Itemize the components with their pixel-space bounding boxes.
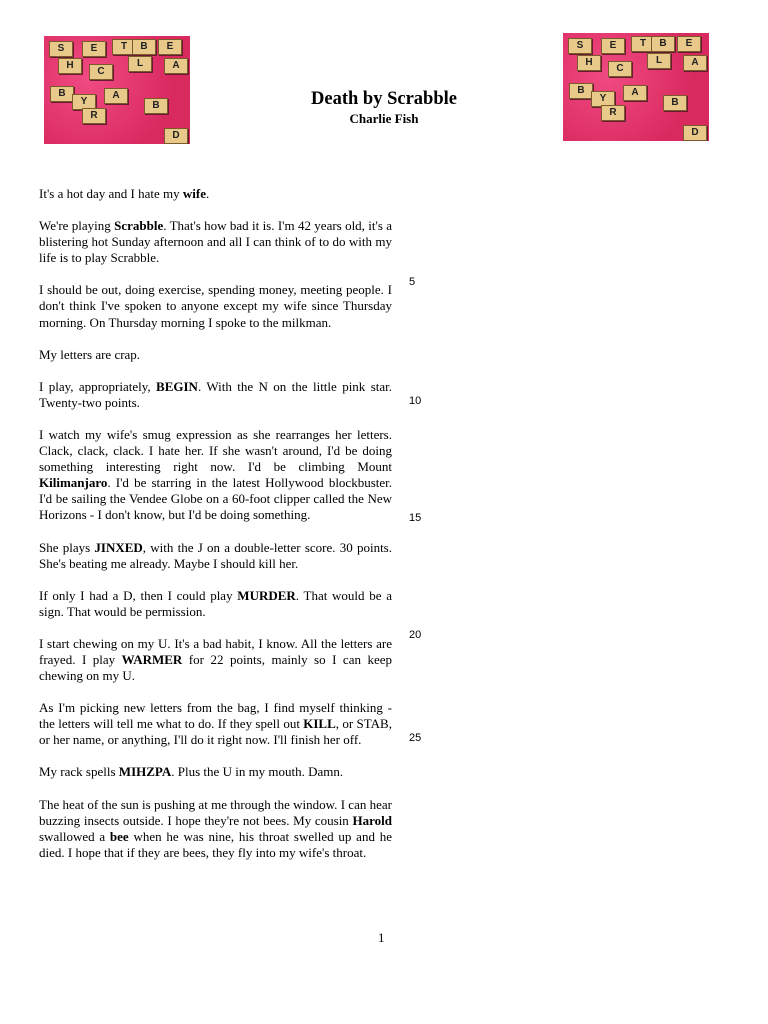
text-run: I play, appropriately, bbox=[39, 378, 157, 394]
scrabble-tile: H bbox=[577, 55, 601, 71]
story-title: Death by Scrabble bbox=[311, 89, 457, 109]
scrabble-tile: S bbox=[49, 41, 73, 57]
text-run: . I'd be starring in the latest Hollywood blockbuster. I'd be sailing the Vendee Globe on a 60-foot clipper called the New Horizons - I don't know, but I'd be doing something. bbox=[39, 475, 392, 523]
scrabble-tile: D bbox=[683, 125, 707, 141]
bold-word: bee bbox=[109, 828, 129, 844]
scrabble-tile: D bbox=[164, 128, 188, 144]
bold-word: JINXED bbox=[94, 539, 143, 555]
text-run: If only I had a D, then I could play bbox=[39, 587, 238, 603]
text-run: . bbox=[205, 186, 210, 201]
text-run: My letters are crap. bbox=[39, 346, 141, 362]
story-paragraph bbox=[39, 427, 392, 524]
story-author: Charlie Fish bbox=[349, 111, 419, 126]
scrabble-tile: Y bbox=[72, 94, 96, 110]
text-run: . With the N on the little pink star. Twenty-two points. bbox=[39, 378, 393, 410]
story-paragraph bbox=[39, 636, 392, 684]
scrabble-tile: S bbox=[568, 38, 592, 54]
scrabble-tile: R bbox=[601, 105, 625, 121]
scrabble-tile: B bbox=[50, 86, 74, 102]
bold-word: Harold bbox=[352, 812, 392, 828]
scrabble-tile: E bbox=[82, 41, 106, 57]
text-run: . That would be a sign. That would be permission. bbox=[39, 587, 392, 619]
story-paragraph bbox=[39, 764, 392, 780]
line-number-25: 25 bbox=[409, 732, 422, 744]
text-run: I start chewing on my U. It's a bad habit, I know. All the letters are frayed. I play bbox=[39, 635, 392, 667]
text-run: My rack spells bbox=[39, 764, 119, 780]
page-number: 1 bbox=[378, 930, 385, 945]
scrabble-tile: E bbox=[601, 38, 625, 54]
scrabble-tile: B bbox=[144, 98, 168, 114]
story-body bbox=[39, 186, 392, 877]
text-run: . That's how bad it is. I'm 42 years old, it's a blistering hot Sunday afternoon and all I can think of to do with my life is to play Scrabble. bbox=[39, 218, 393, 266]
scrabble-tile: C bbox=[608, 61, 632, 77]
scrabble-tile: B bbox=[569, 83, 593, 99]
line-number-10: 10 bbox=[409, 395, 422, 407]
text-run: I watch my wife's smug expression as she rearranges her letters. Clack, clack, clack. I hate her. If she wasn't around, I'd be doing something interesting right now. I'd be climbing Mount bbox=[39, 426, 392, 475]
story-paragraph bbox=[39, 700, 392, 748]
text-run: I should be out, doing exercise, spending money, meeting people. I don't think I've spoken to anyone except my wife since Thursday morning. On Thursday morning I spoke to the milkman. bbox=[39, 282, 392, 330]
bold-word: Scrabble bbox=[114, 218, 164, 234]
story-paragraph bbox=[39, 797, 392, 861]
text-run: swallowed a bbox=[39, 828, 110, 844]
scrabble-tile: L bbox=[128, 56, 152, 72]
scrabble-tile: H bbox=[58, 58, 82, 74]
story-paragraph bbox=[39, 218, 392, 266]
story-paragraph bbox=[39, 540, 392, 572]
line-number-20: 20 bbox=[409, 629, 422, 641]
text-run: We're playing bbox=[39, 218, 115, 234]
scrabble-tile: E bbox=[158, 39, 182, 55]
story-paragraph bbox=[39, 347, 392, 363]
text-run: , or STAB, or her name, or anything, I'll do it right now. I'll finish her off. bbox=[39, 716, 392, 748]
bold-word: WARMER bbox=[121, 651, 183, 667]
scrabble-tile: A bbox=[683, 55, 707, 71]
scrabble-tile: A bbox=[164, 58, 188, 74]
scrabble-tile: Y bbox=[591, 91, 615, 107]
scrabble-tile: E bbox=[677, 36, 701, 52]
bold-word: MIHZPA bbox=[118, 764, 172, 780]
bold-word: MURDER bbox=[237, 587, 296, 603]
scrabble-tile: L bbox=[647, 53, 671, 69]
text-run: . Plus the U in my mouth. Damn. bbox=[171, 764, 344, 780]
text-run: when he was nine, his throat swelled up and he died. I hope that if they are bees, they fly into my wife's throat. bbox=[39, 828, 392, 860]
scrabble-tile: B bbox=[132, 39, 156, 55]
text-run: The heat of the sun is pushing at me through the window. I can hear buzzing insects outside. I hope they're not bees. My cousin bbox=[39, 796, 392, 828]
scrabble-tile: B bbox=[663, 95, 687, 111]
bold-word: Kilimanjaro bbox=[39, 475, 108, 491]
scrabble-tile: T bbox=[112, 39, 136, 55]
line-number-15: 15 bbox=[409, 512, 422, 524]
text-run: , with the J on a double-letter score. 30 points. She's beating me already. Maybe I should kill her. bbox=[39, 539, 392, 571]
story-paragraph bbox=[39, 588, 392, 620]
story-paragraph bbox=[39, 379, 392, 411]
scrabble-tile: B bbox=[651, 36, 675, 52]
scrabble-tile: R bbox=[82, 108, 106, 124]
story-paragraph bbox=[39, 282, 392, 330]
line-number-5: 5 bbox=[409, 276, 416, 288]
bold-word: BEGIN bbox=[156, 378, 198, 394]
text-run: It's a hot day and I hate my bbox=[39, 186, 183, 201]
text-run: for 22 points, mainly so I can keep chewing on my U. bbox=[39, 651, 392, 684]
story-paragraph bbox=[39, 186, 392, 202]
bold-word: wife bbox=[182, 186, 206, 201]
bold-word: KILL bbox=[303, 716, 336, 732]
scrabble-tile: C bbox=[89, 64, 113, 80]
text-run: She plays bbox=[39, 539, 95, 555]
scrabble-tile: A bbox=[104, 88, 128, 104]
scrabble-tile: T bbox=[631, 36, 655, 52]
scrabble-tile: A bbox=[623, 85, 647, 101]
text-run: As I'm picking new letters from the bag, I find myself thinking - the letters will tell me what to do. If they spell out bbox=[39, 700, 392, 732]
